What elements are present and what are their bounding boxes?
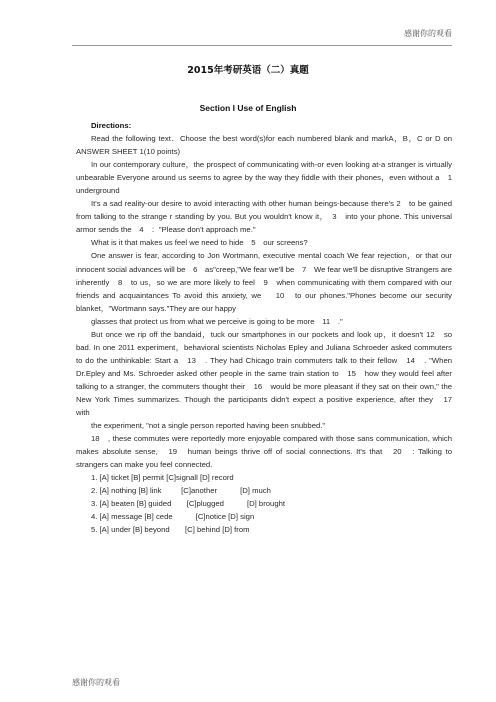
footer-note: 感谢你的观看 (72, 678, 120, 687)
header-note: 感谢你的观看 (404, 29, 452, 38)
option-line-2: 2. [A] nothing [B] link [C]another [D] much (91, 486, 271, 496)
paragraph-1: In our contemporary culture，the prospect of communicating with-or even looking at-a stranger is virtually unbearable Everyone around us seems to agree by the way they fiddle with their phones，even without a 1 underground (76, 160, 460, 196)
paragraph-directions: Read the following text．Choose the best word(s)for each numbered blank and markA，B，C or D on ANSWER SHEET 1(10 points) (76, 134, 452, 157)
paragraph-2: It's a sad reality-our desire to avoid interacting with other human beings-because there's 2 to be gained from talking to the strange r standing by you. But you wouldn't know it， 3 into your phone. This universal armor sends the 4 ："Please don't approach me." (76, 199, 452, 235)
paragraph-5-continued: the experiment, "not a single person reported having been snubbed." (91, 421, 326, 431)
paragraph-3: What is it that makes us feel we need to hide 5 our screens? (91, 238, 308, 248)
document-body (76, 119, 460, 537)
paragraph-4-continued: glasses that protect us from what we perceive is going to be more 11 ." (91, 316, 343, 326)
paragraph-4: One answer is fear, according to Jon Wortmann, executive mental coach We fear rejection，or that our innocent social advances will be 6 as"creep,"We fear we'll be 7 We fear we'll be disruptive Strangers are inherently 8 to us，so we are more likely to feel 9 when communicating with them compared with our friends and acquaintances To avoid this anxiety, we 10 to our phones."Phones become our security blanket，"Wortmann says."They are our happy (76, 251, 453, 313)
page-title: 2015年考研英语（二）真题 (187, 65, 309, 76)
option-line-3: 3. [A] beaten [B] guided [C]plugged [D] brought (91, 499, 286, 509)
option-line-5: 5. [A] under [B] beyond [C] behind [D] from (91, 525, 250, 535)
header-divider (72, 45, 452, 46)
paragraph-6: 18 , these commutes were reportedly more enjoyable compared with those sans communication, which makes absolute sense, 19 human beings thrive off of social connections. It's that 20 : Talking to strangers can make you feel connected. (76, 434, 452, 470)
directions-label: Directions: (91, 121, 132, 130)
option-line-4: 4. [A] message [B] cede [C]notice [D] sign (91, 512, 255, 522)
section-title: Section I Use of English (199, 103, 297, 113)
option-line-1: 1. [A] ticket [B] permit [C]signall [D] record (91, 473, 234, 483)
paragraph-5: But once we rip off the bandaid，tuck our smartphones in our pockets and look up，it doesn't 12 so bad. In one 2011 experiment，behavioral scientists Nicholas Epley and Juliana Schroeder asked commuters to do the unthinkable: Start a 13 . They had Chicago train commuters talk to their fellow 14 . "When Dr.Epley and Ms. Schroeder asked other people in the same train station to 15 how they would feel after talking to a stranger, the commuters thought their 16 would be more pleasant if they sat on their own," the New York Times summarizes. Though the participants didn't expect a positive experience, after they 17 with (76, 329, 460, 418)
